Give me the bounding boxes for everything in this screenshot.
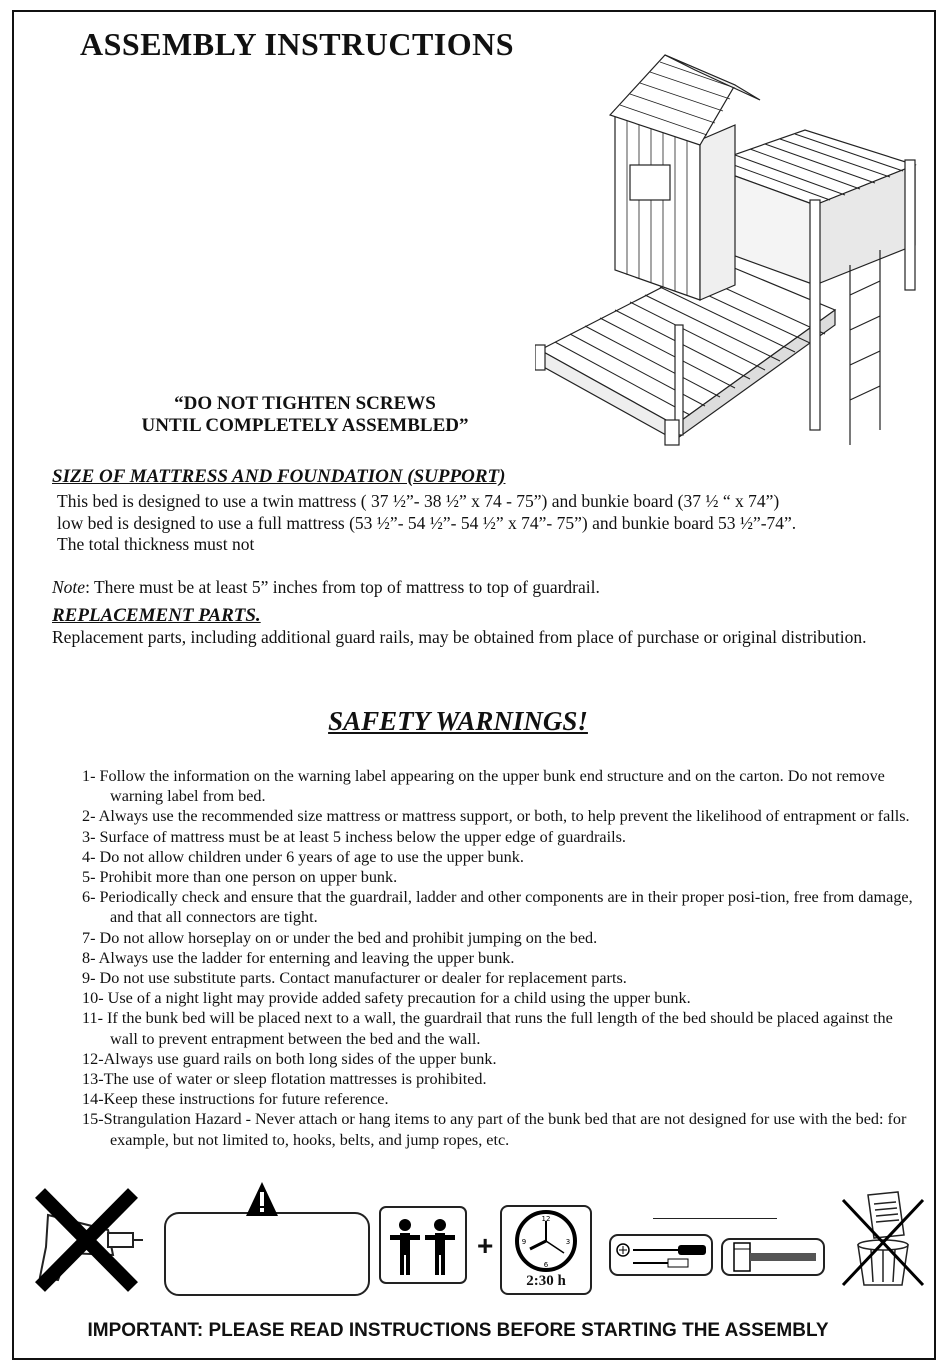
note-label: Note	[52, 577, 86, 597]
warning-item: 10- Use of a night light may provide added safety precaution for a child using the upper bunk.	[82, 989, 691, 1008]
no-power-drill-icon	[28, 1185, 148, 1295]
replacement-text: Replacement parts, including additional guard rails, may be obtained from place of purchase or original distribution.	[52, 627, 867, 647]
warning-item: 9- Do not use substitute parts. Contact manufacturer or dealer for replacement parts.	[82, 969, 627, 988]
warning-item: 14-Keep these instructions for future reference.	[82, 1090, 389, 1109]
warning-item: 12-Always use guard rails on both long sides of the upper bunk.	[82, 1049, 497, 1068]
mattress-line2: low bed is designed to use a full mattress (53 ½”- 54 ½”- 54 ½” x 74”- 75”) and bunkie board 53 ½”-74”.	[57, 513, 797, 533]
divider-line	[653, 1218, 777, 1219]
note-text: : There must be at least 5” inches from top of mattress to top of guardrail.	[85, 577, 600, 597]
clock-icon	[500, 1205, 592, 1295]
footer-important-note: IMPORTANT: PLEASE READ INSTRUCTIONS BEFORE STARTING THE ASSEMBLY	[87, 1320, 829, 1341]
warning-item: 8- Always use the ladder for enterning and leaving the upper bunk.	[82, 948, 515, 967]
warning-item: 7- Do not allow horseplay on or under the bed and prohibit jumping on the bed.	[82, 928, 598, 947]
svg-text:9: 9	[521, 1238, 527, 1246]
clock-duration-label: 2:30 h	[526, 1273, 566, 1289]
warning-item: 3- Surface of mattress must be at least 5 inchess below the upper edge of guardrails.	[82, 827, 626, 846]
svg-text:6: 6	[543, 1261, 549, 1269]
mattress-line1: This bed is designed to use a twin mattress ( 37 ½”- 38 ½” x 74 - 75”) and bunkie board (37 ½ “ x 74”)	[57, 491, 780, 511]
warning-item: 4- Do not allow children under 6 years of age to use the upper bunk.	[82, 847, 524, 866]
warning-item: 13-The use of water or sleep flotation mattresses is prohibited.	[82, 1070, 487, 1089]
mattress-line3: The total thickness must not	[57, 534, 255, 554]
warning-item: 2- Always use the recommended size mattress or mattress support, or both, to help prevent the likelihood of entrapment or falls.	[82, 807, 910, 826]
safety-title: SAFETY WARNINGS!	[328, 706, 588, 736]
do-not-discard-icon	[838, 1190, 928, 1290]
replacement-heading: REPLACEMENT PARTS.	[52, 605, 261, 626]
page-title: ASSEMBLY INSTRUCTIONS	[80, 26, 515, 62]
screw-notice-line2: UNTIL COMPLETELY ASSEMBLED”	[141, 415, 469, 436]
two-people-icon	[378, 1205, 468, 1285]
plus-sign: +	[477, 1230, 494, 1261]
warning-item: 1- Follow the information on the warning label appearing on the upper bunk end structure and on the carton. Do not remove warning label from bed.	[82, 767, 885, 806]
mattress-heading: SIZE OF MATTRESS AND FOUNDATION (SUPPORT)	[52, 466, 506, 487]
screw-notice	[110, 393, 500, 437]
bunk-bed-illustration	[535, 45, 925, 455]
safety-warnings-list	[82, 766, 922, 1150]
screw-notice-line1: “DO NOT TIGHTEN SCREWS	[174, 393, 436, 414]
svg-text:12: 12	[541, 1215, 551, 1223]
warning-item: 6- Periodically check and ensure that the guardrail, ladder and other components are in their proper posi-tion, free from damage, and that all connectors are tight.	[82, 888, 913, 927]
warning-item: 5- Prohibit more than one person on upper bunk.	[82, 868, 398, 887]
svg-text:3: 3	[565, 1238, 571, 1246]
screwdriver-tools-icon	[608, 1233, 714, 1277]
mattress-note	[52, 577, 600, 599]
warning-icon	[162, 1180, 372, 1300]
warning-item: 15-Strangulation Hazard - Never attach or hang items to any part of the bunk bed that are not designed for use with the bed: for example, but not limited to, hooks, belts, and jump ropes, etc.	[82, 1110, 907, 1149]
warning-item: 11- If the bunk bed will be placed next to a wall, the guardrail that runs the full length of the bed should be placed against the wall to prevent entrapment between the bed and the wall.	[82, 1009, 893, 1048]
hammer-icon	[720, 1237, 826, 1277]
